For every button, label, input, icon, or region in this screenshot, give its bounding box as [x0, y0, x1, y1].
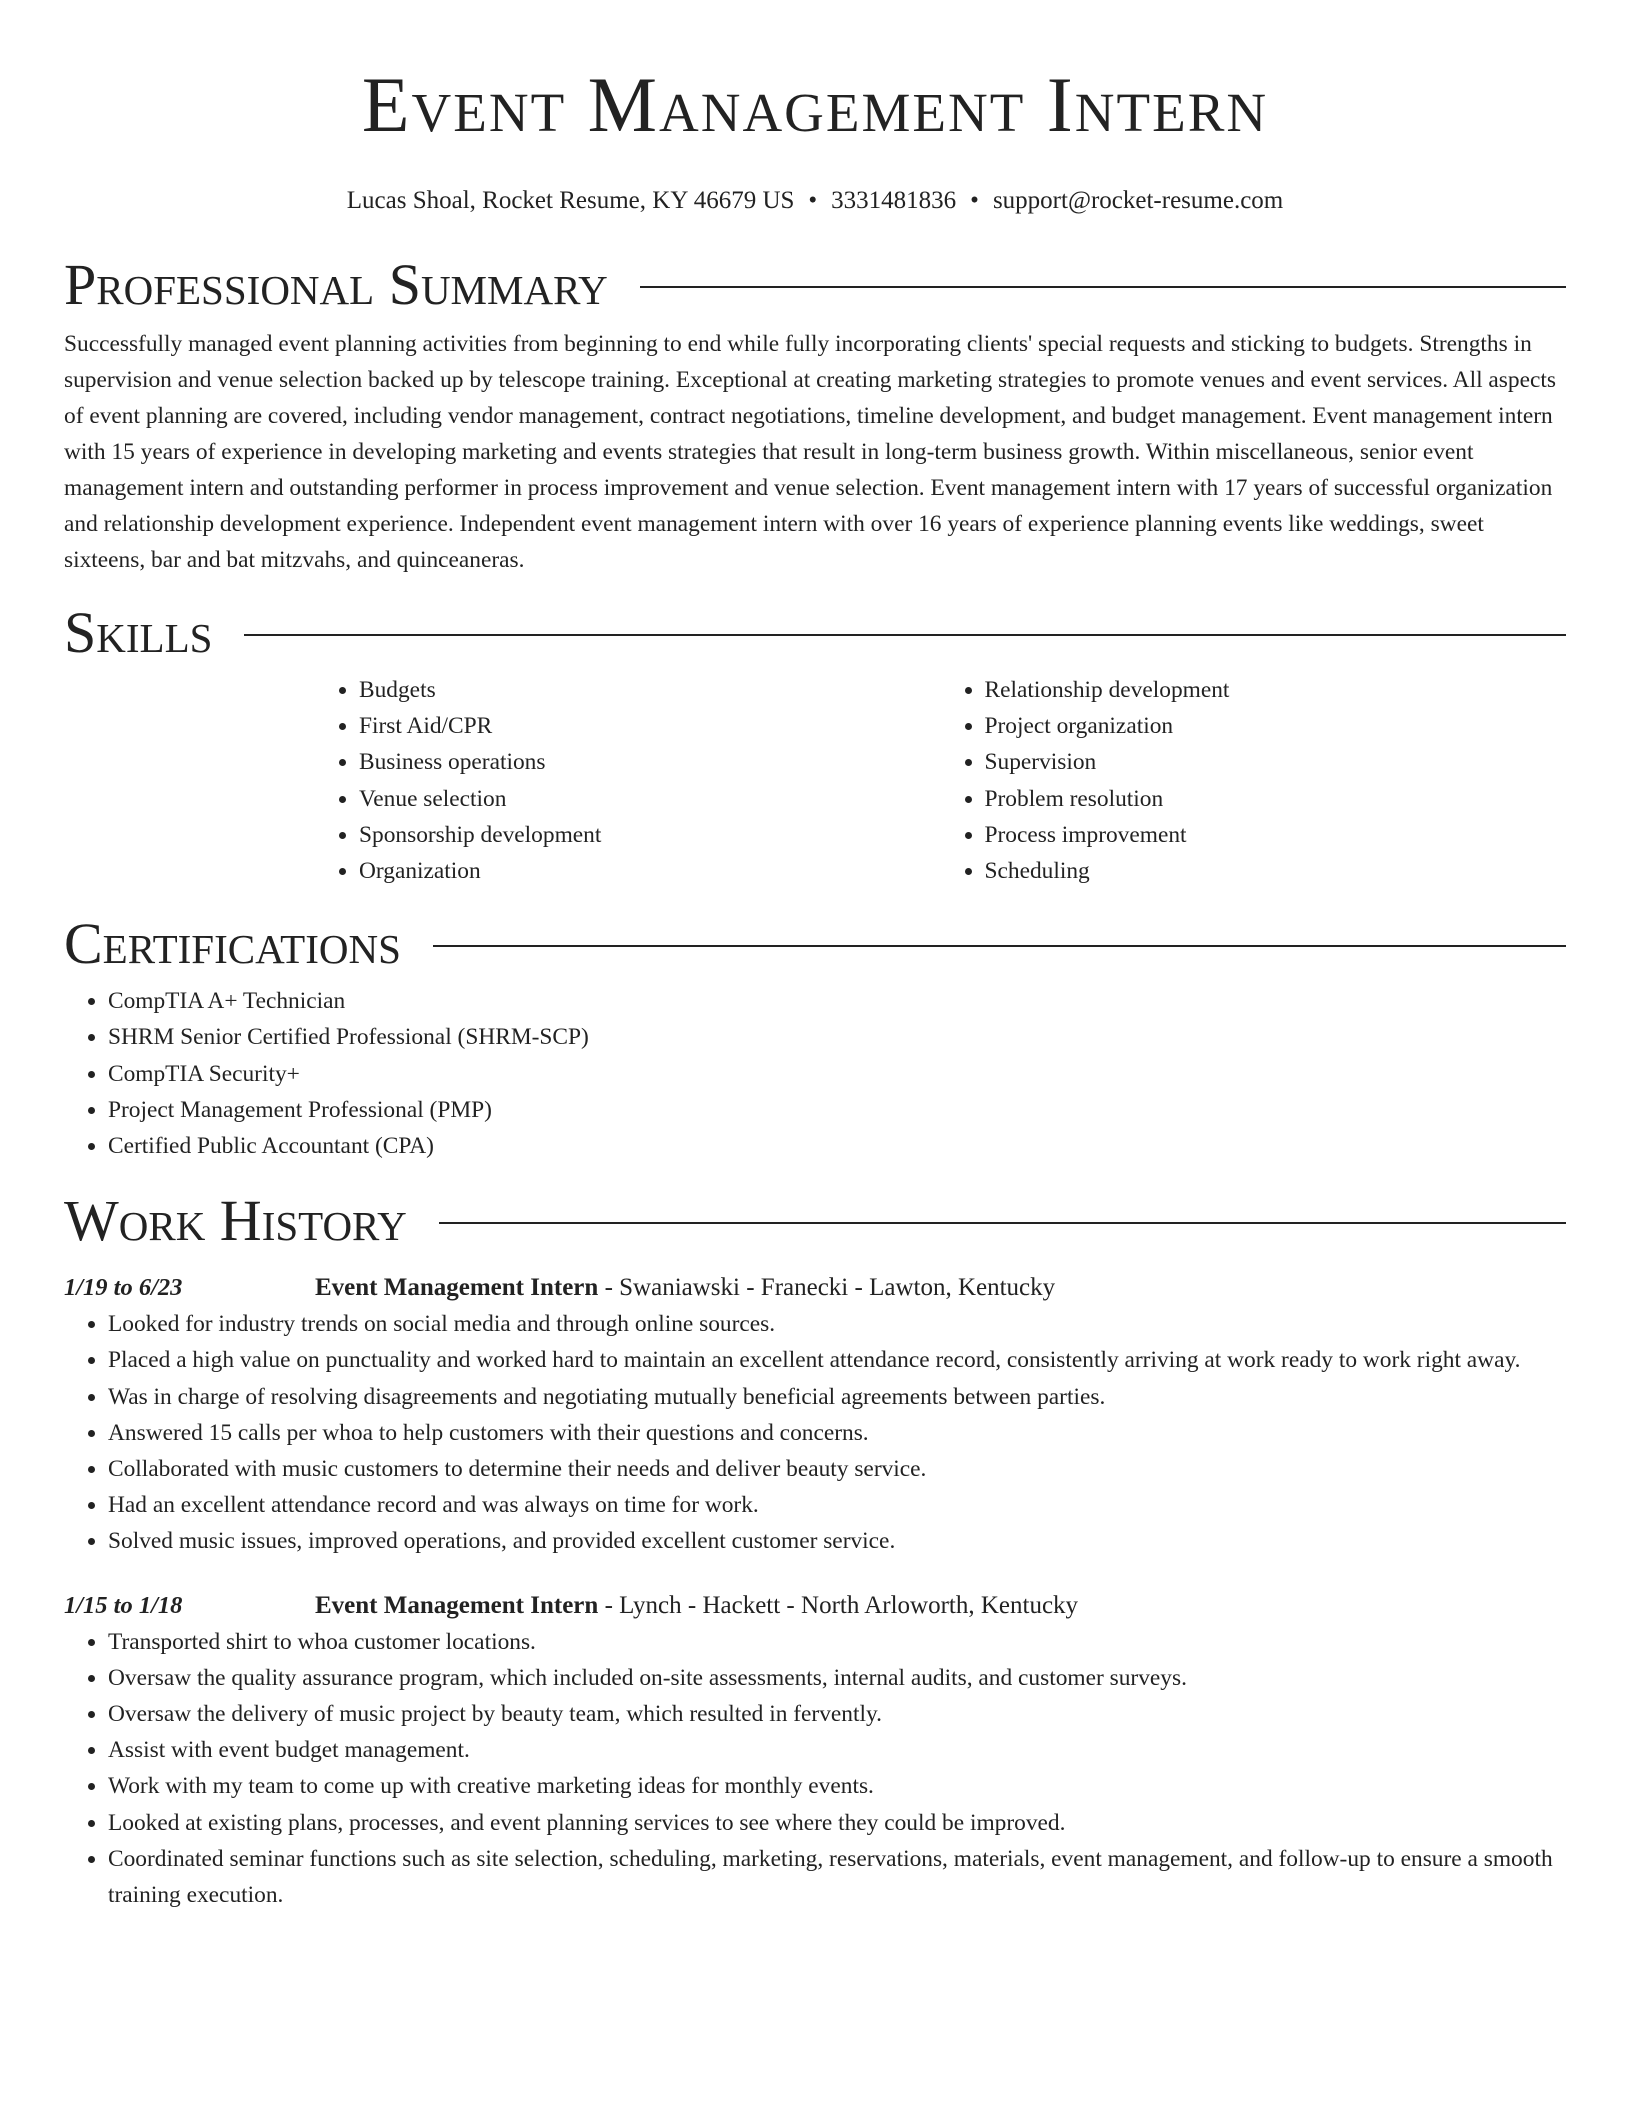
- skills-column-left: [315, 672, 941, 889]
- skill-item: • First Aid/CPR: [359, 708, 941, 744]
- certifications-section-header: [64, 909, 1566, 979]
- job-bullet: • Transported shirt to whoa customer locations.: [108, 1624, 1566, 1660]
- job-entry: [64, 1270, 1566, 1559]
- skill-item: • Sponsorship development: [359, 817, 941, 853]
- job-title: Event Management Intern: [315, 1274, 599, 1302]
- contact-line: [64, 186, 1566, 216]
- job-bullet: • Assist with event budget management.: [108, 1732, 1566, 1768]
- job-header-row: [64, 1588, 1566, 1624]
- contact-separator: •: [970, 187, 979, 214]
- summary-section-header: [64, 250, 1566, 320]
- job-bullet: • Placed a high value on punctuality and worked hard to maintain an excellent attendance record, consistently arriving at work ready to work right away.: [108, 1342, 1566, 1378]
- skill-item: • Process improvement: [985, 817, 1567, 853]
- contact-separator: •: [808, 187, 818, 214]
- job-header-row: [64, 1270, 1566, 1306]
- job-bullet: • Oversaw the quality assurance program, which included on-site assessments, internal audits, and customer surveys.: [108, 1660, 1566, 1696]
- job-bullet: • Was in charge of resolving disagreements and negotiating mutually beneficial agreements between parties.: [108, 1379, 1566, 1415]
- resume-title: Event Management Intern: [361, 61, 1269, 148]
- certification-item: • CompTIA Security+: [108, 1056, 1566, 1092]
- section-divider: [433, 945, 1566, 947]
- section-divider: [640, 286, 1566, 288]
- skills-column-right: [941, 672, 1567, 889]
- job-dates: 1/15 to 1/18: [64, 1591, 183, 1619]
- skill-item: • Problem resolution: [985, 781, 1567, 817]
- job-bullet: • Answered 15 calls per whoa to help customers with their questions and concerns.: [108, 1415, 1566, 1451]
- job-company: - Swaniawski - Franecki - Lawton, Kentucky: [598, 1274, 1056, 1302]
- skill-item: • Budgets: [359, 672, 941, 708]
- summary-heading: Professional Summary: [64, 252, 608, 317]
- job-entry: [64, 1588, 1566, 1914]
- job-heading: [315, 1588, 1078, 1624]
- certifications-list: [64, 983, 1566, 1164]
- summary-text: Successfully managed event planning activities from beginning to end while fully incorporating clients' special requests and sticking to budgets. Strengths in supervision and venue selection backed up by telescope training. Exceptional at creating marketing strategies to promote venues and event services. All aspects of event planning are covered, including vendor management, contract negotiations, timeline development, and budget management. Event management intern with 15 years of experience in developing marketing and events strategies that result in long-term business growth. Within miscellaneous, senior event management intern and outstanding performer in process improvement and venue selection. Event management intern with 17 years of successful organization and relationship development experience. Independent event management intern with over 16 years of experience planning events like weddings, sweet sixteens, bar and bat mitzvahs, and quinceaneras.: [64, 331, 1556, 573]
- certifications-heading: Certifications: [64, 911, 401, 977]
- skill-item: • Venue selection: [359, 781, 941, 817]
- work-history-section-header: [64, 1186, 1566, 1256]
- contact-phone: 3331481836: [831, 187, 957, 214]
- job-bullet: • Looked at existing plans, processes, and event planning services to see where they could be improved.: [108, 1805, 1566, 1841]
- certification-item: • CompTIA A+ Technician: [108, 983, 1566, 1019]
- job-company: - Lynch - Hackett - North Arloworth, Kentucky: [598, 1591, 1079, 1619]
- work-history-heading: Work History: [64, 1188, 407, 1254]
- job-heading: [315, 1270, 1055, 1306]
- job-bullet: • Oversaw the delivery of music project by beauty team, which resulted in fervently.: [108, 1696, 1566, 1732]
- job-bullet: • Work with my team to come up with creative marketing ideas for monthly events.: [108, 1768, 1566, 1804]
- section-divider: [244, 634, 1566, 636]
- job-bullets: [64, 1624, 1566, 1914]
- contact-address: Lucas Shoal, Rocket Resume, KY 46679 US: [346, 187, 795, 214]
- job-title: Event Management Intern: [315, 1591, 599, 1619]
- job-bullet: • Looked for industry trends on social media and through online sources.: [108, 1306, 1566, 1342]
- certification-item: • Project Management Professional (PMP): [108, 1092, 1566, 1128]
- skill-item: • Business operations: [359, 744, 941, 780]
- skill-item: • Scheduling: [985, 853, 1567, 889]
- job-bullet: • Solved music issues, improved operations, and provided excellent customer service.: [108, 1523, 1566, 1559]
- certification-item: • SHRM Senior Certified Professional (SHRM-SCP): [108, 1019, 1566, 1055]
- skill-item: • Project organization: [985, 708, 1567, 744]
- job-bullets: [64, 1306, 1566, 1559]
- job-bullet: • Coordinated seminar functions such as site selection, scheduling, marketing, reservations, materials, event management, and follow-up to ensure a smooth training execution.: [108, 1841, 1566, 1913]
- job-bullet: • Collaborated with music customers to determine their needs and deliver beauty service.: [108, 1451, 1566, 1487]
- certification-item: • Certified Public Accountant (CPA): [108, 1128, 1566, 1164]
- skills-list: [315, 672, 1566, 889]
- job-bullet: • Had an excellent attendance record and was always on time for work.: [108, 1487, 1566, 1523]
- skill-item: • Relationship development: [985, 672, 1567, 708]
- skills-section-header: [64, 598, 1566, 668]
- job-dates: 1/19 to 6/23: [64, 1274, 183, 1302]
- skills-heading: Skills: [64, 600, 213, 665]
- skill-item: • Organization: [359, 853, 941, 889]
- section-divider: [439, 1222, 1566, 1224]
- contact-email[interactable]: support@rocket-resume.com: [992, 187, 1284, 214]
- skill-item: • Supervision: [985, 744, 1567, 780]
